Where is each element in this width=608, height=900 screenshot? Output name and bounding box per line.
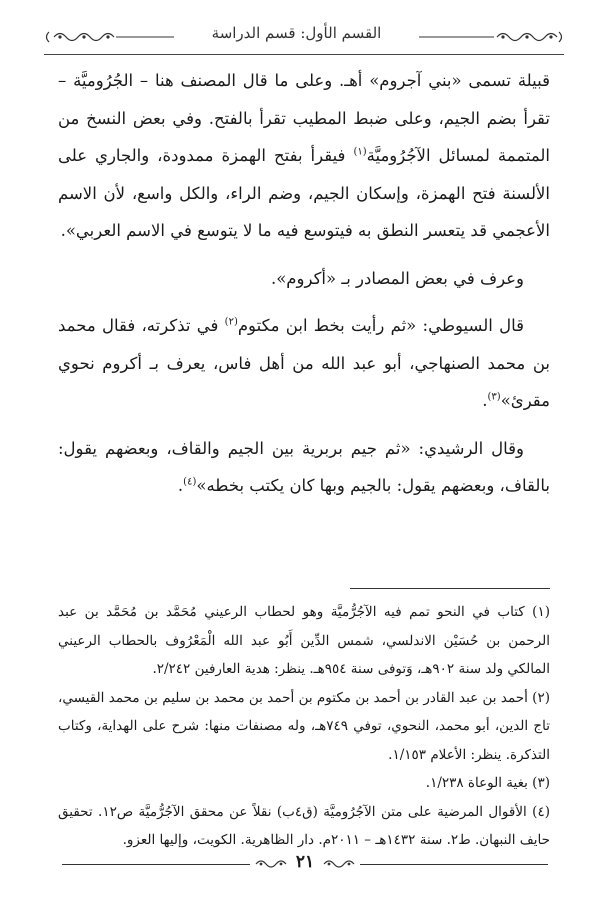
- header-ornament-left-icon: [44, 30, 174, 44]
- footnote-2: (٢) أحمد بن عبد القادر بن أحمد بن مكتوم بن أحمد بن محمد بن سليم بن محمد القيسي، تاج الدين، أبو محمد، النحوي، توفي ٧٤٩هـ، وله مصنفات منها: شرح على الهداية، وكتاب التذكرة. ينظر: الأعلام ١/١٥٣.: [58, 689, 550, 763]
- footer-ornament-left-icon: [254, 857, 290, 871]
- header-rule: [44, 54, 564, 55]
- paragraph-4: [58, 430, 550, 505]
- footnote-ref-3: (٣): [487, 391, 501, 403]
- paragraph-4-text-a: وقال الرشيدي: «ثم جيم بربرية بين الجيم والقاف، وبعضهم يقول: بالقاف، وبعضهم يقول: بالجيم وبها كان يكتب بخطه»: [58, 438, 550, 495]
- page-footer: [62, 852, 548, 876]
- footnote-4: (٤) الأقوال المرضية على متن الآجُرُوميَّة (ق٤ب) نقلاً عن محقق الآجُرُّميَّة ص١٢. تحقيق حايف النبهان. ط٢. سنة ١٤٣٢هـ – ٢٠١١م. دار الظاهرية. الكويت، وإليها العزو.: [58, 803, 550, 848]
- main-text: [58, 62, 550, 505]
- header-title: القسم الأول: قسم الدراسة: [211, 24, 382, 42]
- footnote-ref-2: (٢): [224, 316, 238, 328]
- footer-rule-left: [62, 864, 250, 865]
- footnote-ref-4: (٤): [183, 476, 197, 488]
- paragraph-2: وعرف في بعض المصادر بـ «أكروم».: [270, 268, 524, 288]
- paragraph-4-text-b: .: [177, 476, 184, 495]
- running-header: [44, 14, 564, 58]
- header-ornament-right-icon: [419, 30, 564, 44]
- paragraph-3-text-c: .: [482, 391, 488, 410]
- footer-rule-right: [360, 864, 548, 865]
- footnote-1: (١) كتاب في النحو تمم فيه الآجُرُّميَّة وهو لحطاب الرعيني مُحَمَّد بن مُحَمَّد بن عبد الرحمن بن حُسَيْن الاندلسي، شمس الدِّين أَبُو عبد الله الْمَعْرُوف بالحطاب الرعيني المالكي ولد سنة ٩٠٢هـ، وَتوفى سنة ٩٥٤هـ. ينظر: هدية العارفين ٢/٢٤٢.: [58, 604, 550, 677]
- paragraph-3-text-b: في تذكرته، فقال محمد بن محمد الصنهاجي، أبو عبد الله من أهل فاس، يعرف بـ أكروم نحوي مقرئ»: [58, 316, 550, 410]
- paragraph-1-text-rest: فيقرأ بفتح الهمزة ممدودة، والجاري على الألسنة فتح الهمزة، وإسكان الجيم، وضم الراء، والكل واسع، لأن الاسم الأعجمي قد يتعسر النطق به فيتوسع فيه ما لا يتوسع في الاسم العربي».: [58, 146, 550, 240]
- page-number: ٢١: [295, 852, 315, 872]
- paragraph-3-text-a: قال السيوطي: «ثم رأيت بخط ابن مكتوم: [237, 316, 524, 335]
- footnote-separator: [350, 588, 550, 589]
- footnote-3: (٣) بغية الوعاة ١/٢٣٨.: [425, 775, 550, 791]
- footnotes: [58, 598, 550, 855]
- paragraph-1-text: قبيلة تسمى «بني آجروم» أهـ. وعلى ما قال المصنف هنا – الجُرُوميَّة – تقرأ بضم الجيم، وعلى ضبط المطيب تقرأ بالفتح. وفي بعض النسخ من المتممة لمسائل الآجُرُوميَّة: [58, 71, 550, 165]
- paragraph-1: [58, 62, 550, 250]
- paragraph-3: [58, 307, 550, 420]
- footer-ornament-right-icon: [320, 857, 356, 871]
- footnote-ref-1: (١): [353, 146, 367, 158]
